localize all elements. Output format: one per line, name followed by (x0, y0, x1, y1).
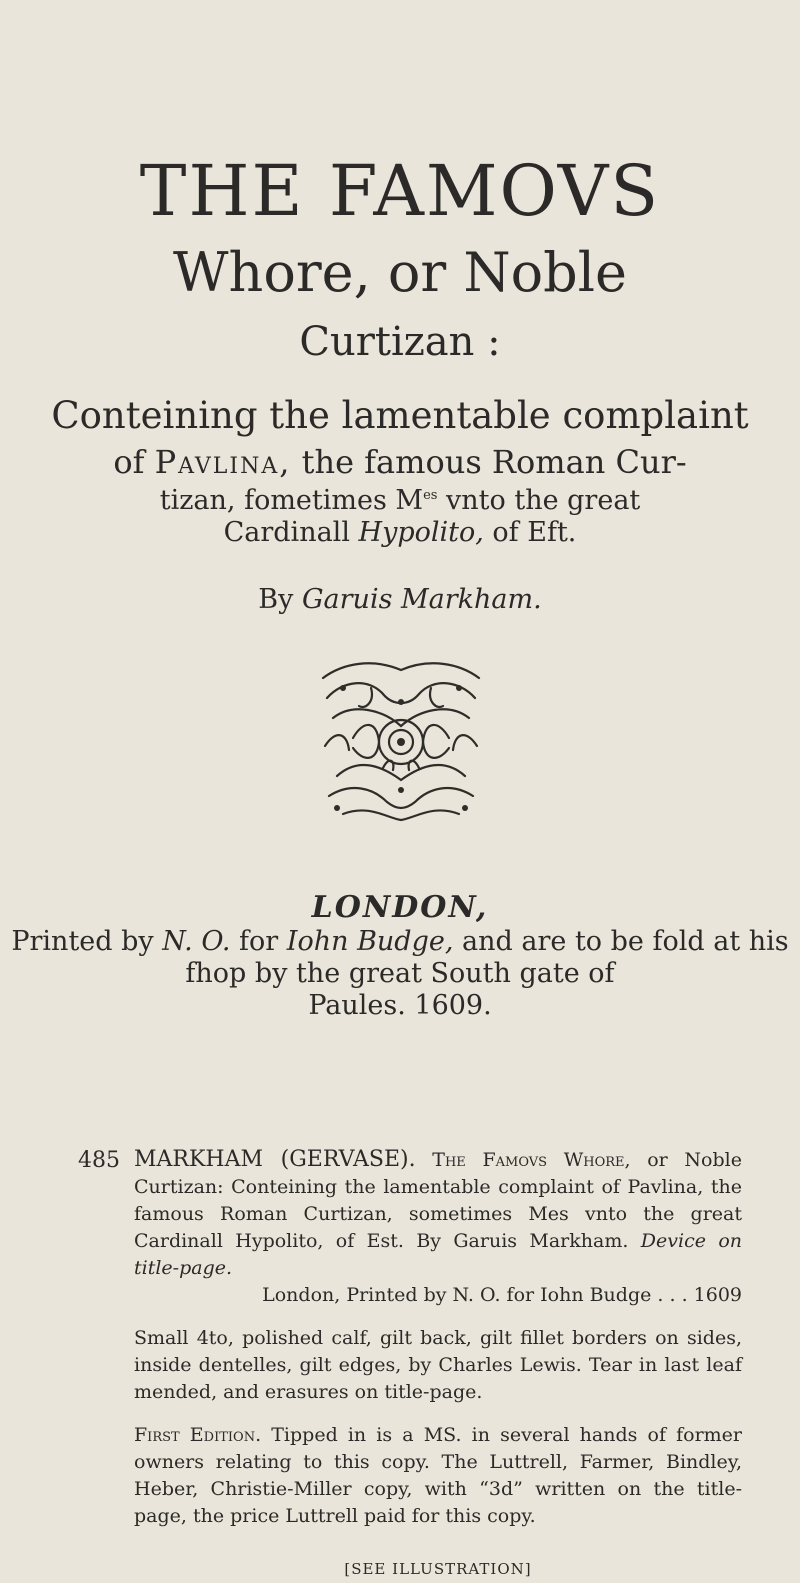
entry-device-note: Device on title-page. (134, 1230, 742, 1279)
imprint-line-2: fhop by the great South gate of (185, 958, 615, 989)
see-illustration-note: [SEE ILLUSTRATION] (344, 1560, 532, 1578)
subtitle-name-hypolito: Hypolito, (358, 517, 484, 548)
entry-provenance-text: Tipped in is a MS. in several hands of former owners relating to this copy. The Luttrell, Farmer, Bindley, Heber, Christie-Miller copy, with “3d” written on the title-page, the price Luttrell paid for this copy. (134, 1424, 742, 1527)
entry-imprint: London, Printed by N. O. for Iohn Budge . . . 1609 (262, 1284, 742, 1306)
entry-heading (134, 1146, 742, 1309)
catalog-entry (134, 1146, 742, 1583)
imprint-city: LONDON, (311, 890, 489, 925)
entry-author: MARKHAM (GERVASE). (134, 1147, 416, 1172)
subtitle-line-2-post: the famous Roman Cur- (291, 443, 687, 481)
entry-provenance (134, 1422, 742, 1530)
imprint-line-1 (0, 928, 800, 955)
entry-title-rest: or Noble Curtizan: Conteining the lamentable complaint of Pavlina, the famous Roman Curtizan, sometimes Mes vnto the great Cardinall Hypolito, of Est. By Garuis Markham. (134, 1149, 742, 1252)
subtitle-line-4 (0, 519, 800, 546)
byline-pre: By (258, 584, 302, 615)
entry-binding: Small 4to, polished calf, gilt back, gilt fillet borders on sides, inside dentelles, gilt edges, by Charles Lewis. Tear in last leaf mended, and erasures on title-page. (134, 1327, 742, 1403)
lot-number: 485 (78, 1148, 120, 1173)
subtitle-name-pavlina: Pavlina, (154, 443, 292, 481)
subtitle-line-3 (0, 487, 800, 514)
woodcut-ornament-icon (313, 658, 489, 826)
subtitle-line-3-post: vnto the great (437, 485, 641, 516)
imprint-line-1-post: and are to be fold at his (453, 926, 789, 957)
imprint-publisher: Iohn Budge, (286, 926, 454, 957)
entry-edition-label: First Edition. (134, 1424, 262, 1446)
title-line-1: THE FAMOVS (139, 150, 661, 232)
subtitle-line-3-sup: es (423, 488, 438, 503)
subtitle-line-4-pre: Cardinall (223, 517, 359, 548)
title-line-3: Curtizan : (299, 319, 501, 365)
imprint-line-1-mid: for (230, 926, 287, 957)
imprint-line-1-pre: Printed by (11, 926, 163, 957)
subtitle-line-3-pre: tizan, fometimes M (159, 485, 424, 516)
byline-author: Garuis Markham. (301, 584, 542, 615)
byline (0, 586, 800, 613)
subtitle-line-1: Conteining the lamentable complaint (51, 394, 749, 437)
entry-title-caps: The Famovs Whore, (432, 1149, 631, 1171)
imprint-printer: N. O. (162, 926, 231, 957)
subtitle-line-4-post: of Eft. (483, 517, 577, 548)
title-line-2: Whore, or Noble (173, 241, 627, 304)
subtitle-line-2 (0, 443, 800, 481)
imprint-line-3: Paules. 1609. (308, 990, 492, 1021)
subtitle-line-2-pre: of (113, 443, 155, 481)
